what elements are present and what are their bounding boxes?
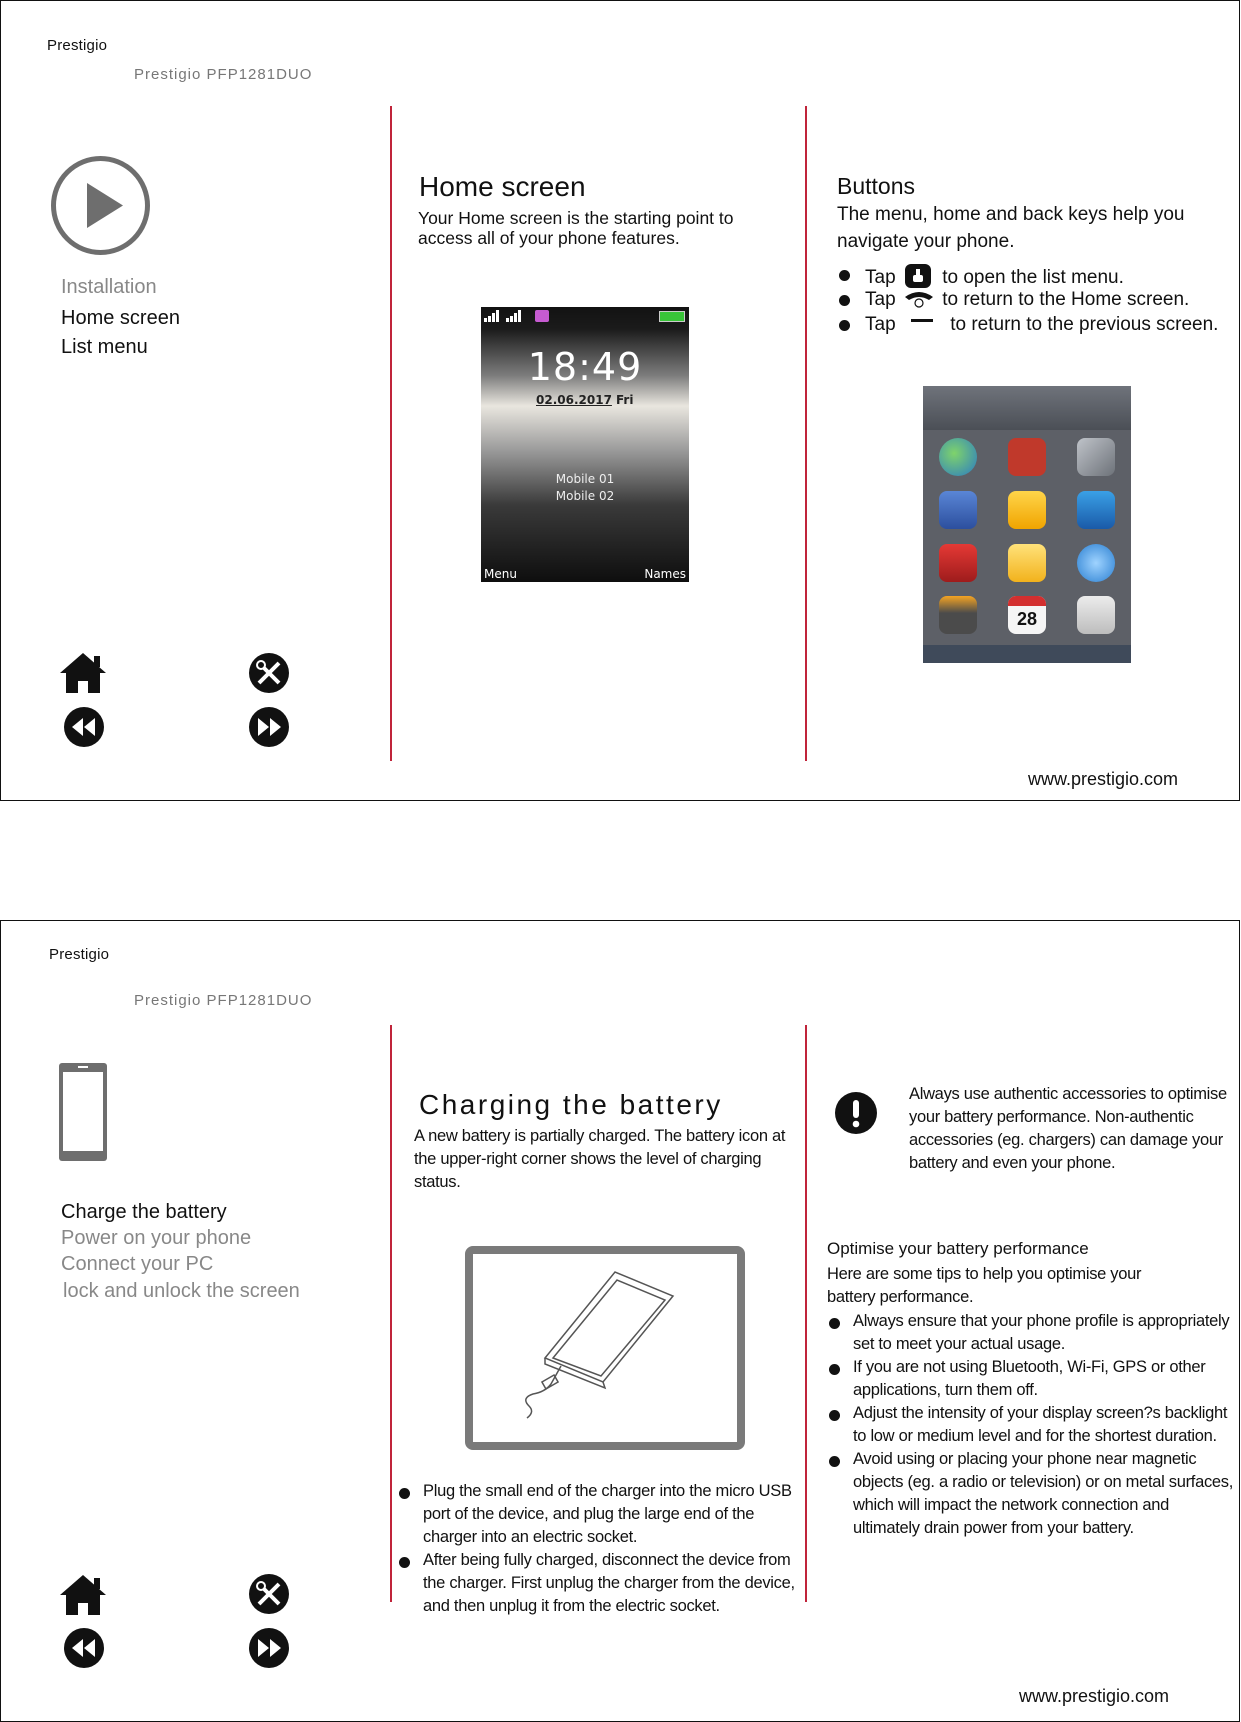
nav-charge-battery[interactable]: Charge the battery — [61, 1201, 227, 1223]
optimise-tips — [823, 1310, 1238, 1540]
softkey-menu[interactable]: Menu — [484, 567, 517, 581]
optimise-intro: Here are some tips to help you optimise your battery performance. — [827, 1265, 1142, 1306]
brand-logo: Prestigio — [47, 37, 108, 54]
calculator-icon — [1077, 596, 1115, 634]
list-item: After being fully charged, disconnect the device from the charger. First unplug the charger from the device, and then unplug it from the electric socket. — [393, 1549, 803, 1618]
next-page-icon[interactable] — [248, 1627, 290, 1669]
warning-text: Always use authentic accessories to optimise your battery performance. Non-authentic accessories (eg. chargers) can damage your battery and even your phone. — [909, 1085, 1227, 1172]
website-link[interactable]: www.prestigio.com — [1019, 1686, 1170, 1706]
home-icon[interactable] — [58, 1573, 108, 1617]
clock-time: 18:49 — [527, 345, 643, 389]
browser-icon — [939, 438, 977, 476]
warning-icon — [834, 1091, 878, 1135]
end-call-key-icon — [903, 289, 935, 309]
settings-icon — [1077, 544, 1115, 582]
messages-icon — [1008, 491, 1046, 529]
list-item: Tap to open the list menu. — [837, 264, 1237, 289]
model-name: Prestigio PFP1281DUO — [134, 66, 313, 83]
toolbox-icon — [939, 544, 977, 582]
play-icon — [49, 154, 152, 257]
tools-icon[interactable] — [248, 1573, 290, 1615]
nav-power-on[interactable]: Power on your phone — [61, 1227, 252, 1249]
buttons-title: Buttons — [837, 173, 915, 199]
manual-page-1 — [0, 0, 1240, 801]
sim-icon — [939, 596, 977, 634]
clock-date: 02.06.2017 — [536, 393, 612, 407]
model-name: Prestigio PFP1281DUO — [134, 992, 313, 1009]
brand-logo: Prestigio — [49, 946, 110, 963]
softkey-names[interactable]: Names — [644, 567, 686, 581]
notes-icon — [1008, 438, 1046, 476]
camera-icon — [939, 491, 977, 529]
buttons-intro: The menu, home and back keys help you navigate your phone. — [837, 204, 1185, 252]
list-item: Adjust the intensity of your display screen?s backlight to low or medium level and for the shortest duration. — [823, 1402, 1238, 1448]
phone-home-screenshot — [481, 307, 689, 582]
list-item: Plug the small end of the charger into the micro USB port of the device, and plug the large end of the charger into an electric socket. — [393, 1480, 803, 1549]
list-item: Always ensure that your phone profile is appropriately set to meet your actual usage. — [823, 1310, 1238, 1356]
previous-page-icon[interactable] — [63, 706, 105, 748]
next-page-icon[interactable] — [248, 706, 290, 748]
nav-installation[interactable]: Installation — [61, 276, 157, 298]
previous-page-icon[interactable] — [63, 1627, 105, 1669]
list-item: Avoid using or placing your phone near magnetic objects (eg. a radio or television) or on metal surfaces, which will impact the network connection and ultimately drain power from your battery. — [823, 1448, 1238, 1540]
nav-list-menu[interactable]: List menu — [61, 336, 148, 358]
calendar-icon: 28 — [1008, 596, 1046, 634]
column-divider — [805, 106, 807, 761]
list-item: Tap to return to the Home screen. — [837, 289, 1237, 314]
back-key-icon — [909, 314, 937, 328]
column-divider — [390, 106, 392, 761]
buttons-list — [837, 264, 1237, 339]
menu-key-icon — [905, 264, 933, 288]
operator-2: Mobile 02 — [555, 489, 615, 503]
nav-lock-unlock[interactable]: lock and unlock the screen — [63, 1280, 300, 1302]
battery-icon — [659, 311, 685, 322]
nav-connect-pc[interactable]: Connect your PC — [61, 1253, 214, 1275]
website-link[interactable]: www.prestigio.com — [1028, 769, 1179, 789]
home-screen-title: Home screen — [419, 171, 586, 202]
home-icon[interactable] — [58, 651, 108, 695]
manual-page-2 — [0, 920, 1240, 1722]
column-divider — [390, 1025, 392, 1602]
home-screen-intro: Your Home screen is the starting point to access all of your phone features. — [418, 208, 734, 248]
phone-icon — [58, 1062, 108, 1162]
charging-title: Charging the battery — [419, 1089, 723, 1120]
call-log-icon — [1077, 438, 1115, 476]
charging-intro: A new battery is partially charged. The battery icon at the upper-right corner shows the level of charging status. — [414, 1127, 786, 1191]
list-item: If you are not using Bluetooth, Wi-Fi, GPS or other applications, turn them off. — [823, 1356, 1238, 1402]
nav-home-screen[interactable]: Home screen — [61, 307, 180, 329]
phone-charger-illustration — [473, 1254, 721, 1426]
media-icon — [1077, 491, 1115, 529]
column-divider — [805, 1025, 807, 1602]
clock-day: Fri — [616, 393, 634, 407]
signal-icon — [484, 310, 554, 322]
folder-icon — [1008, 544, 1046, 582]
operator-1: Mobile 01 — [555, 472, 615, 486]
list-item: Tap to return to the previous screen. — [837, 314, 1237, 339]
tools-icon[interactable] — [248, 652, 290, 694]
optimise-title: Optimise your battery performance — [827, 1239, 1089, 1258]
charging-illustration — [465, 1246, 745, 1450]
charging-steps — [393, 1480, 803, 1618]
list-menu-screenshot — [923, 386, 1131, 663]
